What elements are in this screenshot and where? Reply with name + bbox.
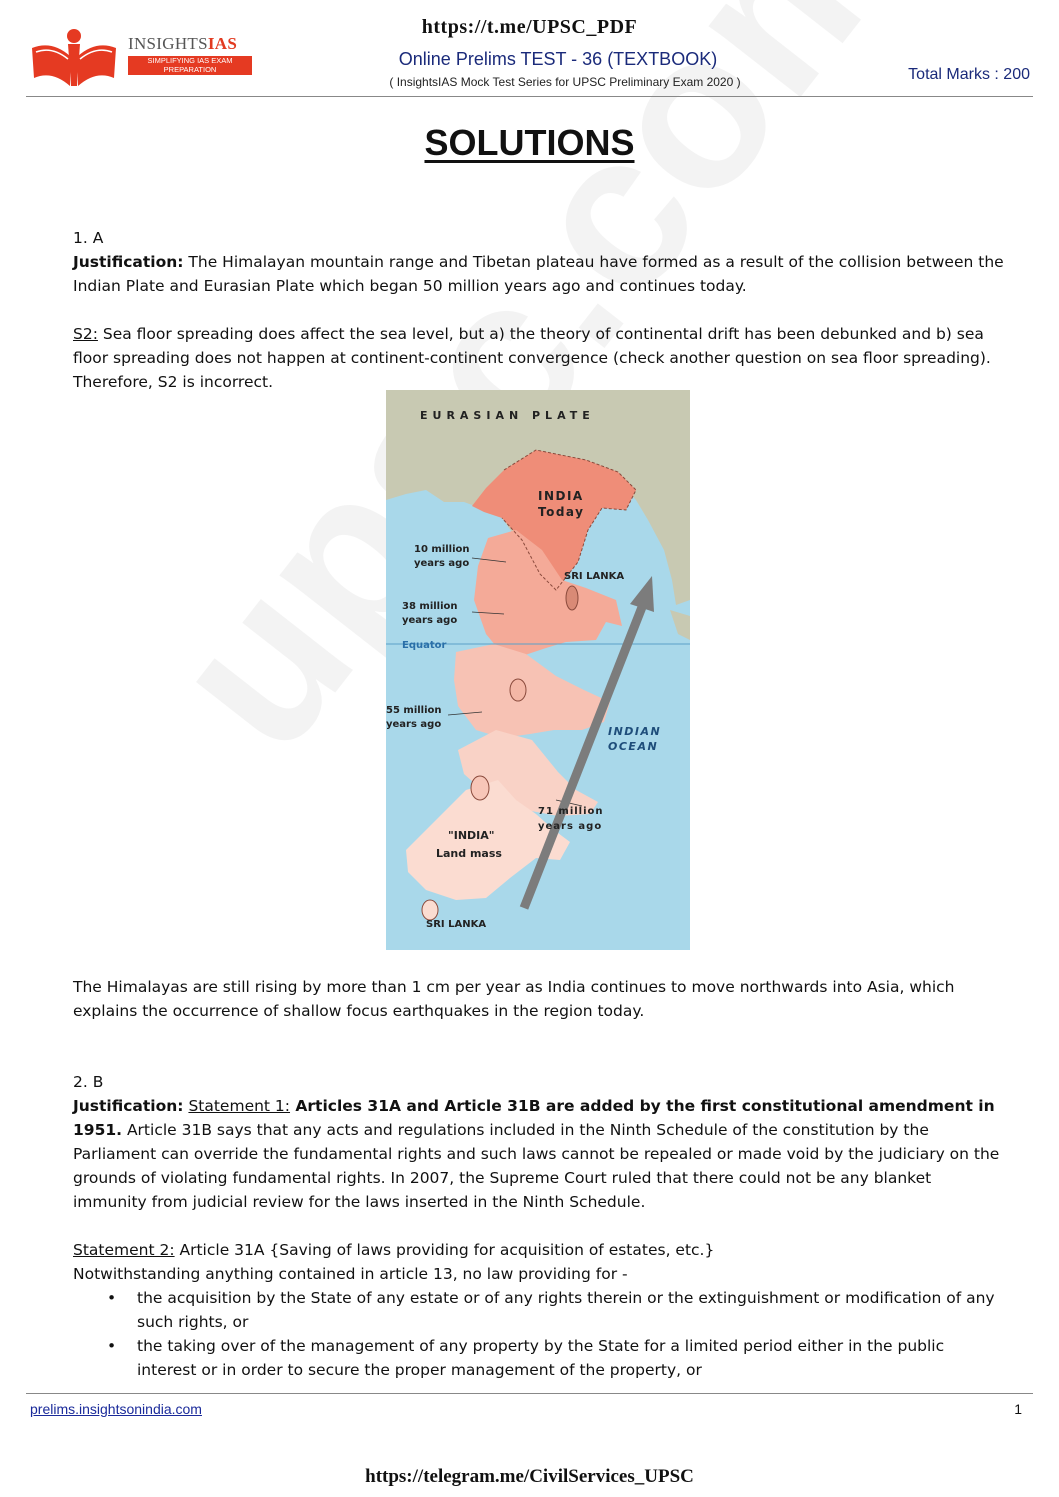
footer-divider xyxy=(26,1393,1033,1394)
list-item: • the taking over of the management of any property by the State for a limited period either in the public interest or in order to secure the proper management of the property, or xyxy=(73,1334,1008,1382)
ten-million-label: 10 million xyxy=(414,544,470,555)
seventy-one-million-label: 71 million xyxy=(538,806,604,817)
test-title: Online Prelims TEST - 36 (TEXTBOOK) xyxy=(398,49,718,69)
list-item: • the acquisition by the State of any estate or of any rights therein or the extinguishment or modification of any such rights, or xyxy=(73,1286,1008,1334)
india-today-label-2: Today xyxy=(538,505,585,519)
sri-lanka-bottom-label: SRI LANKA xyxy=(426,919,487,930)
q2-statement-1: Justification: Statement 1: Articles 31A and Article 31B are added by the first constitutional amendment in 1951. Article 31B says that any acts and regulations included in the Ninth Schedule of the constitution by the Parliament can override the fundamental rights and such laws cannot be repealed or made void by the judiciary on the grounds of violating fundamental rights. In 2007, the Supreme Court ruled that there could not be any blanket immunity from judicial review for the laws inserted in the Ninth Schedule. xyxy=(73,1097,1000,1211)
total-marks: Total Marks : 200 xyxy=(908,66,1030,83)
q1-answer: 1. A xyxy=(73,229,104,247)
india-today-label: INDIA xyxy=(538,489,584,503)
plate-drift-map xyxy=(386,390,690,950)
q1-after-map-text: The Himalayas are still rising by more than 1 cm per year as India continues to move northwards into Asia, which explains the occurrence of shallow focus earthquakes in the region today. xyxy=(73,978,955,1020)
test-subtitle: ( InsightsIAS Mock Test Series for UPSC Preliminary Exam 2020 ) xyxy=(389,75,741,89)
indian-ocean-label-2: OCEAN xyxy=(608,740,659,753)
q1-after-map xyxy=(73,975,1008,1023)
india-landmass-label: "INDIA" xyxy=(448,829,495,842)
q1-statement-2: S2: Sea floor spreading does affect the sea level, but a) the theory of continental drift has been debunked and b) sea floor spreading does not happen at continent-continent convergence (check another question on sea floor spreading). Therefore, S2 is incorrect. xyxy=(73,325,991,391)
q1-justification: Justification: The Himalayan mountain range and Tibetan plateau have formed as a result of the collision between the Indian Plate and Eurasian Plate which began 50 million years ago and continues today. xyxy=(73,253,1004,295)
seventy-one-million-label-2: years ago xyxy=(538,821,603,832)
q2-statement-2-line: Notwithstanding anything contained in article 13, no law providing for - xyxy=(73,1265,628,1283)
header-divider xyxy=(26,96,1033,97)
q2-answer: 2. B xyxy=(73,1073,104,1091)
footer-telegram-link[interactable]: https://telegram.me/CivilServices_UPSC xyxy=(365,1466,694,1487)
header-link[interactable]: https://t.me/UPSC_PDF xyxy=(421,16,638,38)
ten-million-label-2: years ago xyxy=(414,558,470,569)
logo-tagline: SIMPLIFYING IAS EXAM PREPARATION xyxy=(128,56,252,75)
q2-statement-2: Statement 2: Article 31A {Saving of laws providing for acquisition of estates, etc.} xyxy=(73,1241,715,1259)
question-1 xyxy=(73,226,1008,394)
thirty-eight-million-label: 38 million xyxy=(402,601,458,612)
eurasian-plate-label: EURASIAN PLATE xyxy=(420,409,595,422)
page-title: SOLUTIONS xyxy=(424,122,635,163)
footer-site-link[interactable]: prelims.insightsonindia.com xyxy=(30,1401,202,1417)
sri-lanka-top-label: SRI LANKA xyxy=(564,571,625,582)
fifty-five-million-label-2: years ago xyxy=(386,719,442,730)
page-number: 1 xyxy=(1014,1401,1022,1417)
question-2 xyxy=(73,1070,1008,1382)
logo-text: INSIGHTSIAS xyxy=(128,34,238,53)
fifty-five-million-label: 55 million xyxy=(386,705,442,716)
indian-ocean-label: INDIAN xyxy=(608,725,662,738)
india-landmass-label-2: Land mass xyxy=(436,847,502,860)
q2-bullet-list xyxy=(73,1286,1008,1382)
equator-label: Equator xyxy=(402,640,447,651)
thirty-eight-million-label-2: years ago xyxy=(402,615,458,626)
